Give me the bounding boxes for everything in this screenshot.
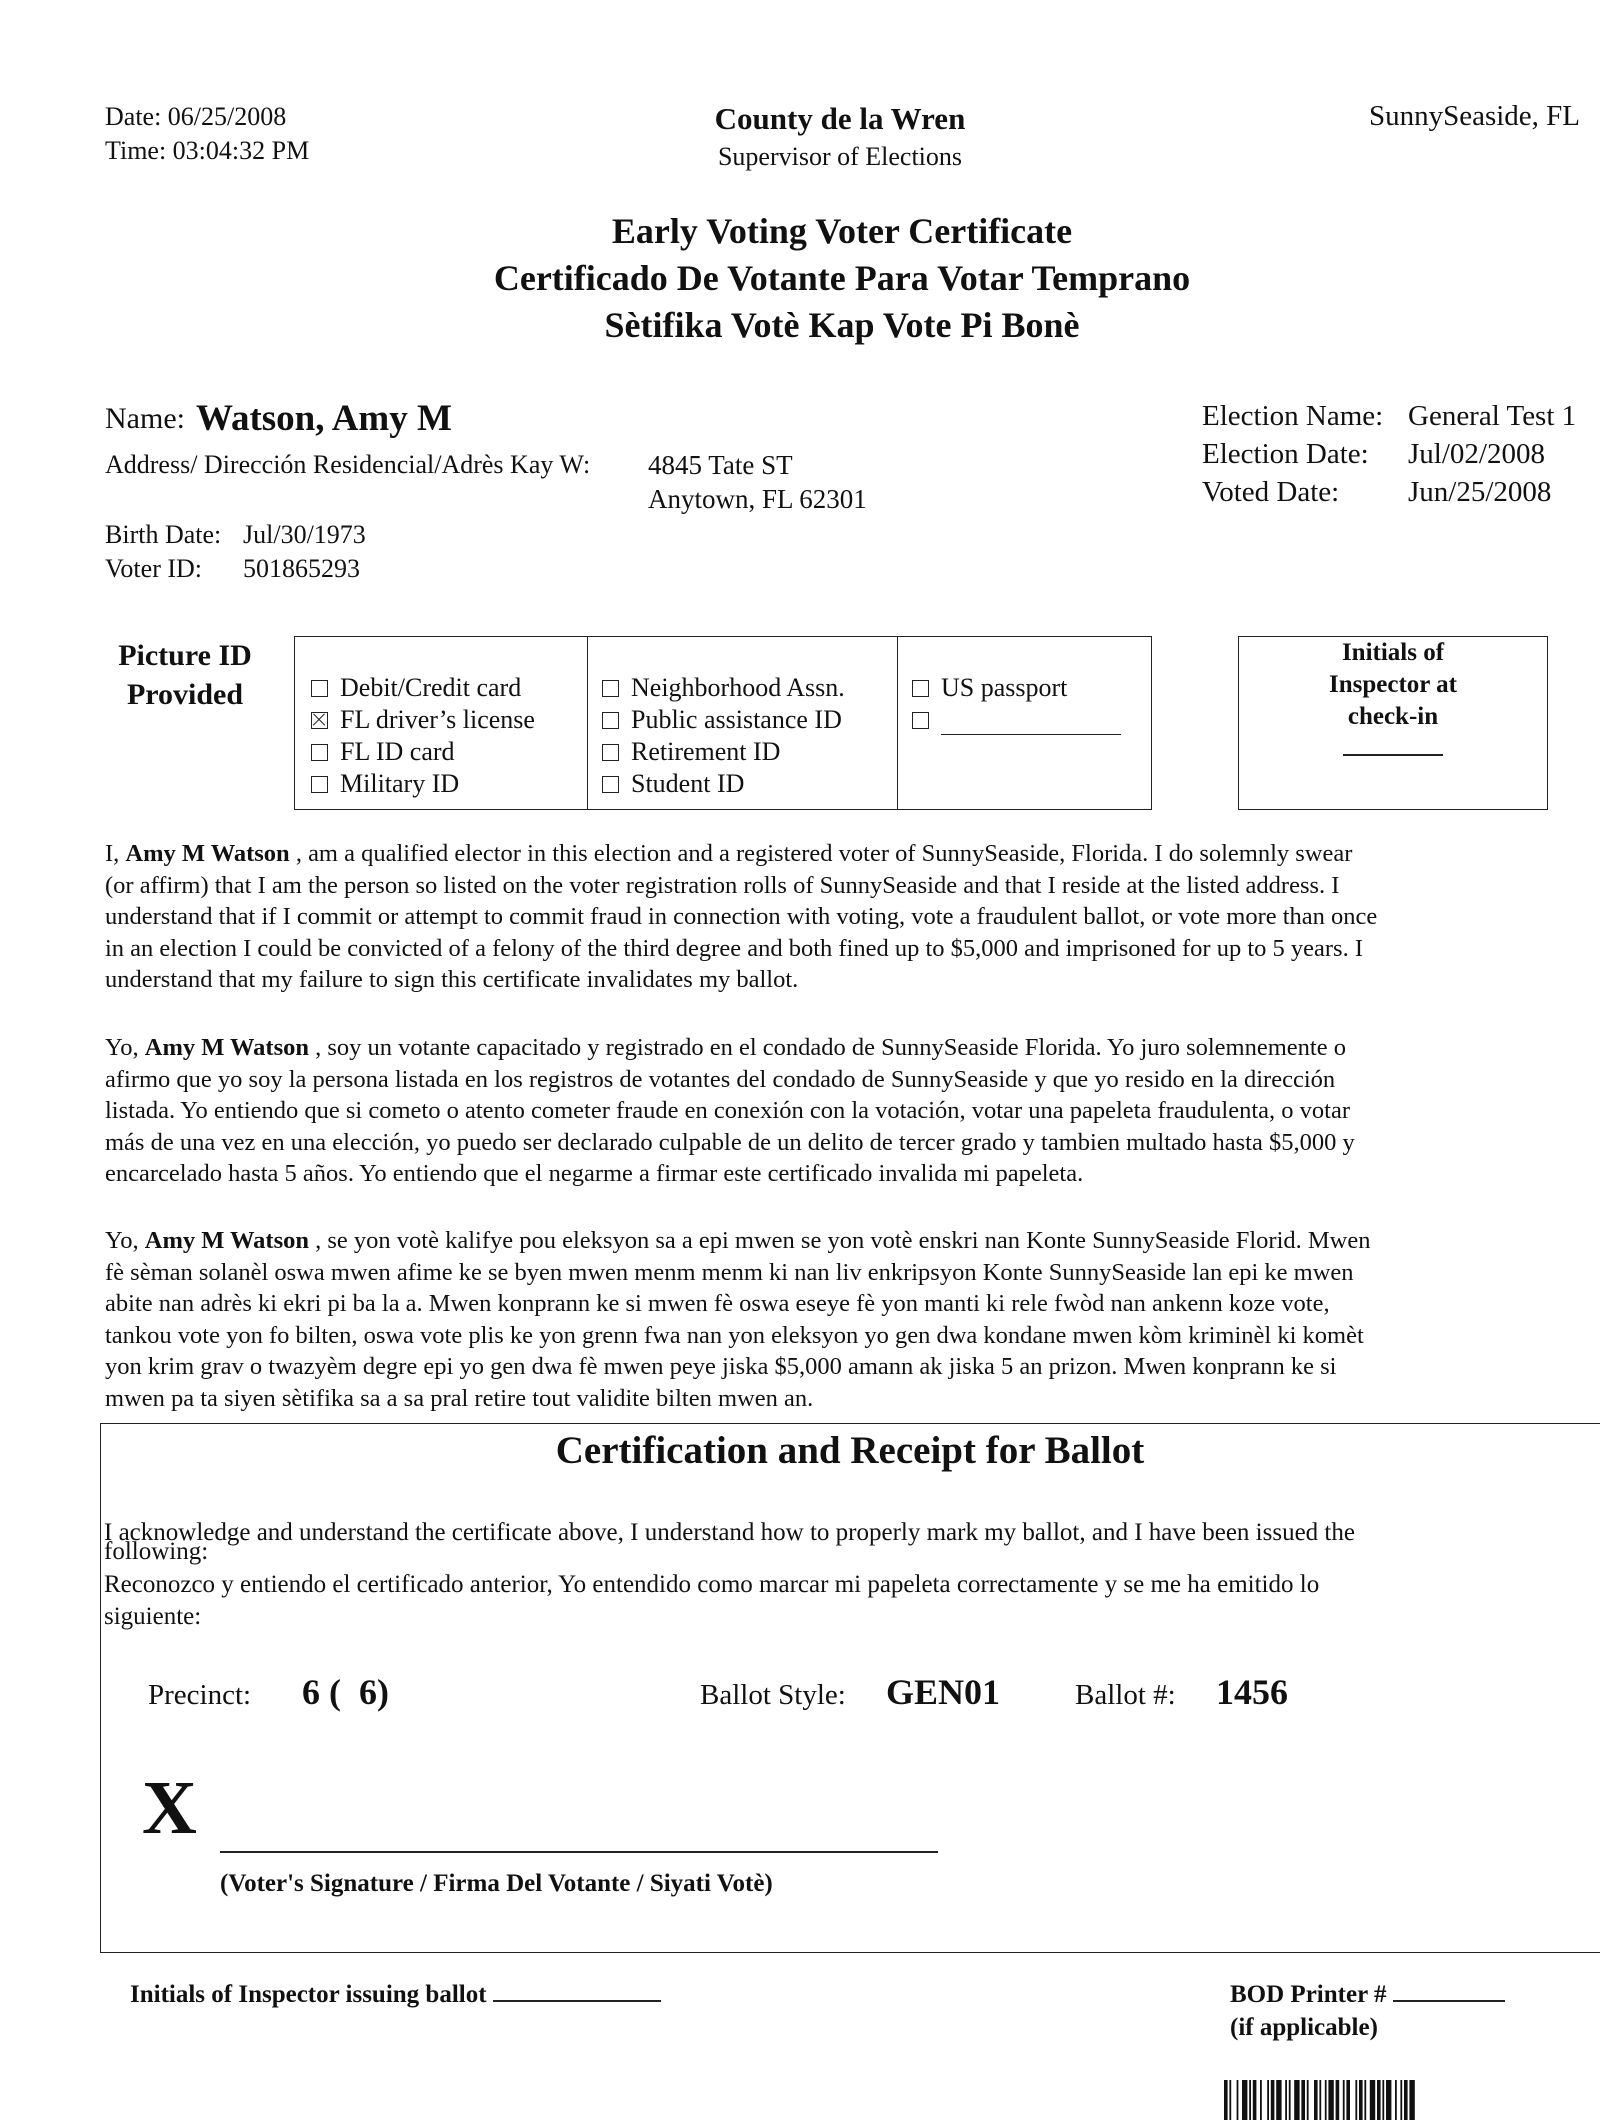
barcode-image [1224,2080,1579,2120]
birth-date-value: Jul/30/1973 [243,520,366,549]
id-option-other[interactable] [912,705,1121,735]
barcode-bar [1404,2080,1408,2120]
id-option-label: Debit/Credit card [340,673,522,702]
barcode-bar [1249,2080,1251,2120]
issuing-inspector-label: Initials of Inspector issuing ballot [130,1981,487,2008]
column-divider [897,637,898,809]
voter-id-value: 501865293 [243,554,360,583]
signature-x-mark: X [142,1766,197,1850]
barcode-bar [1285,2080,1287,2120]
id-option-military-id[interactable] [311,769,459,799]
id-option-student-id[interactable] [602,769,744,799]
id-option-label: Student ID [631,769,745,798]
voter-id-label: Voter ID: [105,554,203,583]
barcode-bar [1224,2080,1228,2120]
certification-text-english: I acknowledge and understand the certificate above, I understand how to properly mark my ballot, and I have been issued the following: [104,1519,1355,1565]
precinct-value: 6 ( 6) [302,1672,389,1712]
id-option-label: Military ID [340,769,460,798]
picture-id-heading-line2: Provided [126,678,244,711]
ballot-style-label: Ballot Style: [700,1679,846,1711]
barcode-bar [1307,2080,1309,2120]
election-name-value: General Test 1 [1408,400,1577,432]
barcode-bar [1319,2080,1321,2120]
inspector-box-line1: Initials of [1341,639,1445,666]
birth-date-label: Birth Date: [105,520,222,549]
voter-signature-line[interactable] [220,1851,938,1853]
signature-caption: (Voter's Signature / Firma Del Votante / Siyati Votè) [220,1870,773,1897]
id-option-debit-credit[interactable] [311,673,521,703]
id-option-label: Public assistance ID [631,705,842,734]
picture-id-heading-line1: Picture ID [118,639,252,672]
picture-id-options-box [294,636,1152,810]
barcode-bar [1355,2080,1357,2120]
barcode-bar [1267,2080,1269,2120]
inspector-initials-box [1238,636,1548,810]
address-line-2: Anytown, FL 62301 [648,484,867,514]
location-label: SunnySeaside, FL [1368,100,1580,132]
barcode-bar [1237,2080,1239,2120]
barcode-bar [1229,2080,1231,2120]
checkbox[interactable] [602,776,619,793]
address-line-1: 4845 Tate ST [648,450,793,480]
id-option-fl-drivers-license[interactable] [311,705,535,735]
certificate-titles [0,208,1600,349]
election-date-label: Election Date: [1202,438,1369,470]
oath-voter-name: Amy M Watson [125,840,290,867]
inspector-box-line3: check-in [1347,703,1439,730]
bod-printer-field [1230,1978,1505,2044]
barcode-bar [1364,2080,1366,2120]
id-option-fl-id-card[interactable] [311,737,455,767]
barcode-bar [1400,2080,1402,2120]
address-label: Address/ Dirección Residencial/Adrès Kay W: [105,450,591,479]
barcode-bar [1386,2080,1391,2120]
barcode-bar [1343,2080,1345,2120]
id-option-label: US passport [941,673,1068,702]
id-option-label: FL ID card [340,737,455,766]
id-option-retirement-id[interactable] [602,737,780,767]
oath-creole: Yo, Amy M Watson , se yon votè kalifye pou eleksyon sa a epi mwen se yon votè enskri nan Konte SunnySeaside Florid. Mwen fè sèman solanèl oswa mwen afime ke se byen mwen menm menm ki nan liv enkripsyon Konte SunnySeaside lan epi ke mwen abite nan adrès ki ekri pi ba la a. Mwen konprann ke si mwen fè oswa eseye fè yon manti ki rele fwòd nan ankenn koze vote, tankou vote yon fo bilten, oswa vote plis ke yon grenn fwa nan yon eleksyon yo gen dwa kondane mwen kòm kriminèl ki komèt yon krim grav o twazyèm degre epi yo gen dwa fè mwen peye jiska $5,000 amann ak jiska 5 an prizon. Mwen konprann ke si mwen pa ta siyen sètifika sa a sa pral retire tout validite bilten mwen an. [105,1227,1371,1412]
precinct-label: Precinct: [148,1679,252,1711]
barcode-bar [1289,2080,1291,2120]
picture-id-heading [100,636,270,714]
voted-date-value: Jun/25/2008 [1408,476,1552,508]
bod-printer-label: BOD Printer # [1230,1981,1387,2008]
id-option-label: Neighborhood Assn. [631,673,845,702]
checkbox[interactable] [311,744,328,761]
barcode-bar [1271,2080,1275,2120]
barcode-bar [1253,2080,1257,2120]
barcode-bar [1346,2080,1350,2120]
barcode-bar [1301,2080,1305,2120]
inspector-initials-blank[interactable] [1343,740,1443,756]
checkbox[interactable] [912,680,929,697]
title-spanish: Certificado De Votante Para Votar Temprano [493,258,1191,298]
election-date-value: Jul/02/2008 [1408,438,1545,470]
agency-name: Supervisor of Elections [717,142,963,171]
barcode-bar [1336,2080,1340,2120]
barcode-bar [1242,2080,1247,2120]
barcode-bar [1382,2080,1384,2120]
checkbox[interactable] [602,712,619,729]
barcode-bar [1359,2080,1363,2120]
barcode-bar [1370,2080,1375,2120]
ballot-style-value: GEN01 [886,1672,1001,1712]
oath-voter-name: Amy M Watson [144,1034,310,1061]
document-header-datetime [105,100,309,168]
barcode-bar [1377,2080,1381,2120]
checkbox[interactable] [311,680,328,697]
ballot-number-value: 1456 [1216,1672,1288,1712]
inspector-box-line2: Inspector at [1328,671,1457,698]
voted-date-label: Voted Date: [1202,476,1340,508]
id-option-public-assistance[interactable] [602,705,842,735]
voter-name: Watson, Amy M [196,398,452,439]
barcode-bar [1395,2080,1397,2120]
barcode-bar [1314,2080,1318,2120]
bod-printer-blank[interactable] [1393,1980,1505,2002]
column-divider [587,637,588,809]
oath-spanish: Yo, Amy M Watson , soy un votante capacitado y registrado en el condado de SunnySeaside Florida. Yo juro solemnemente o afirmo que yo soy la persona listada en los registros de votantes del condado de SunnySeaside y que yo resido en la dirección listada. Yo entiendo que si cometo o atento cometer fraude en conexión con la votación, votar una papeleta fraudulenta, o votar más de una vez en una elección, yo puedo ser declarado culpable de un delito de tercer grado y tambien multado hasta $5,000 y encarcelado hasta 5 años. Yo entiendo que el negarme a firmar este certificado invalida mi papeleta. [105,1034,1355,1187]
ballot-number-label: Ballot #: [1075,1679,1176,1711]
barcode-bar [1328,2080,1333,2120]
bod-printer-note: (if applicable) [1230,2014,1378,2041]
issuing-inspector-field [130,1980,661,2009]
issuing-inspector-blank[interactable] [493,1980,661,2002]
county-name: County de la Wren [714,101,966,136]
print-time: Time: 03:04:32 PM [105,136,310,165]
barcode-bar [1260,2080,1262,2120]
print-date: Date: 06/25/2008 [105,102,287,131]
title-creole: Sètifika Votè Kap Vote Pi Bonè [604,305,1080,345]
id-option-us-passport[interactable] [912,673,1067,703]
oath-english: I, Amy M Watson , am a qualified elector in this election and a registered voter of SunnySeaside, Florida. I do solemnly swear (or affirm) that I am the person so listed on the voter registration rolls of SunnySeaside and that I reside at the listed address. I understand that if I commit or attempt to commit fraud in connection with voting, vote a fraudulent ballot, or vote more than once in an election I could be convicted of a felony of the third degree and both fined up to $5,000 and imprisoned for up to 5 years. I understand that my failure to sign this certificate invalidates my ballot. [105,840,1378,993]
oath-voter-name: Amy M Watson [144,1227,310,1254]
certification-text-spanish: Reconozco y entiendo el certificado anterior, Yo entendido como marcar mi papeleta correctamente y se me ha emitido lo siguiente: [104,1571,1320,1630]
other-id-blank[interactable] [941,714,1121,735]
checkbox-checked[interactable] [311,712,328,729]
id-option-label: Retirement ID [631,737,781,766]
barcode-bar [1325,2080,1327,2120]
election-name-label: Election Name: [1202,400,1384,432]
document-header-agency [560,98,1120,174]
checkbox[interactable] [602,744,619,761]
checkbox[interactable] [311,776,328,793]
certification-title: Certification and Receipt for Ballot [555,1429,1145,1472]
title-english: Early Voting Voter Certificate [611,211,1073,251]
barcode-bar [1409,2080,1414,2120]
barcode-bar [1294,2080,1299,2120]
name-label: Name: [105,402,185,435]
id-option-label: FL driver’s license [340,705,535,734]
barcode-bar [1276,2080,1281,2120]
id-option-neighborhood-assn[interactable] [602,673,845,703]
checkbox[interactable] [602,680,619,697]
checkbox[interactable] [912,712,929,729]
